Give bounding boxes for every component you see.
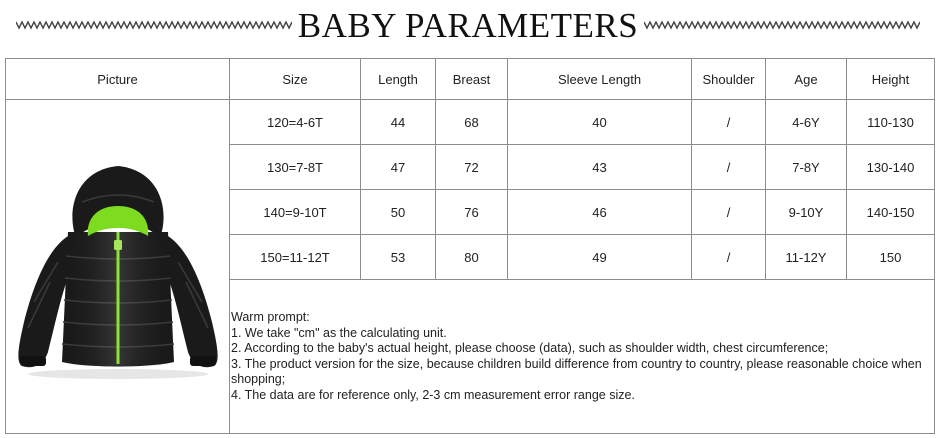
size-parameters-table	[5, 58, 935, 434]
cell-size: 120=4-6T	[230, 100, 361, 145]
cell-length: 47	[361, 145, 436, 190]
header	[0, 0, 940, 58]
cell-breast: 76	[436, 190, 508, 235]
cell-height: 110-130	[847, 100, 935, 145]
cell-sleeve-length: 49	[508, 235, 692, 280]
warm-prompt-heading: Warm prompt:	[231, 310, 310, 324]
cell-age: 9-10Y	[766, 190, 847, 235]
warm-prompt-cell	[230, 280, 935, 434]
column-header-shoulder: Shoulder	[692, 59, 766, 100]
warm-prompt-item: 2. According to the baby's actual height, please choose (data), such as shoulder width, chest circumference;	[231, 341, 829, 356]
cell-age: 7-8Y	[766, 145, 847, 190]
cell-size: 140=9-10T	[230, 190, 361, 235]
warm-prompt-item: 3. The product version for the size, because children build difference from country to country, please reasonable choice when shopping;	[231, 356, 922, 387]
cell-height: 150	[847, 235, 935, 280]
cell-shoulder: /	[692, 100, 766, 145]
warm-prompt-item: 4. The data are for reference only, 2-3 cm measurement error range size.	[231, 387, 635, 402]
column-header-size: Size	[230, 59, 361, 100]
cell-sleeve-length: 43	[508, 145, 692, 190]
cell-age: 11-12Y	[766, 235, 847, 280]
column-header-sleeve-length: Sleeve Length	[508, 59, 692, 100]
cell-shoulder: /	[692, 145, 766, 190]
warm-prompt-text	[230, 280, 934, 404]
column-header-picture: Picture	[6, 59, 230, 100]
cell-breast: 72	[436, 145, 508, 190]
cell-height: 140-150	[847, 190, 935, 235]
cell-height: 130-140	[847, 145, 935, 190]
column-header-age: Age	[766, 59, 847, 100]
warm-prompt-item: 1. We take "cm" as the calculating unit.	[231, 325, 447, 340]
cell-breast: 68	[436, 100, 508, 145]
decorative-wave-right	[644, 20, 920, 30]
hooded-puffer-jacket-image	[10, 152, 226, 382]
cell-size: 130=7-8T	[230, 145, 361, 190]
cell-sleeve-length: 40	[508, 100, 692, 145]
table-row	[6, 100, 935, 145]
column-header-breast: Breast	[436, 59, 508, 100]
cell-shoulder: /	[692, 235, 766, 280]
decorative-wave-left	[16, 20, 292, 30]
column-header-height: Height	[847, 59, 935, 100]
cell-breast: 80	[436, 235, 508, 280]
column-header-length: Length	[361, 59, 436, 100]
table-header-row	[6, 59, 935, 100]
cell-size: 150=11-12T	[230, 235, 361, 280]
cell-length: 53	[361, 235, 436, 280]
cell-sleeve-length: 46	[508, 190, 692, 235]
page-title: BABY PARAMETERS	[297, 6, 639, 45]
cell-length: 50	[361, 190, 436, 235]
cell-shoulder: /	[692, 190, 766, 235]
cell-length: 44	[361, 100, 436, 145]
picture-cell	[6, 100, 230, 434]
cell-age: 4-6Y	[766, 100, 847, 145]
